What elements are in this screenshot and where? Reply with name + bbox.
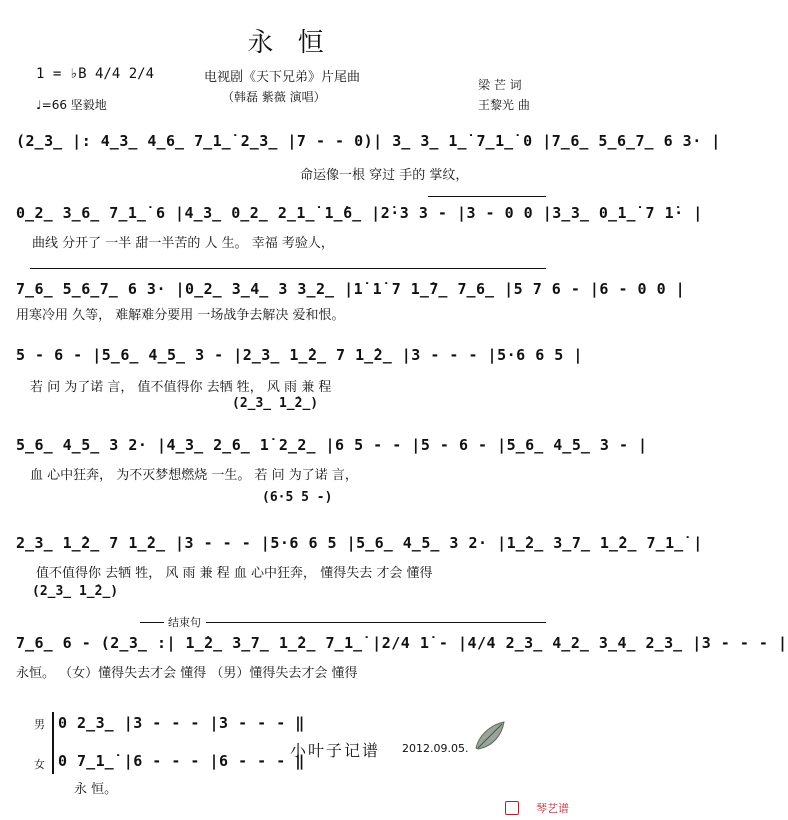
lyrics-line-8: 永 恒。 xyxy=(74,782,118,797)
notation-line-5: 5̲6̲ 4̲5̲ 3 2· |4̲3̲ 2̲6̲ 1̇ 2̲2̲ |6 5 - - |5 - 6 - |5̲6̲ 4̲5̲ 3 - | xyxy=(16,436,648,454)
notation-line-1: (2̲3̲ |: 4̲3̲ 4̲6̲ 7̲1̲̇ 2̲3̲ |7 - - 0)| 3̲ 3̲ 1̲̇ 7̲1̲̇ 0 |7̲6̲ 5̲6̲7̲ 6 3· | xyxy=(16,132,721,150)
lyrics-line-3: 用寒冷用 久等， 难解难分要用 一场战争去解决 爱和恨。 xyxy=(16,308,345,323)
voice-label-female: 女 xyxy=(34,758,45,771)
system-brace xyxy=(52,712,54,774)
ending-bracket-left xyxy=(140,622,164,623)
brand-watermark[interactable]: 琴艺谱 xyxy=(536,802,569,815)
tempo-marking: ♩=66 坚毅地 xyxy=(36,98,107,112)
volta-bracket xyxy=(428,196,546,197)
transcriber-signature: 小叶子记谱 xyxy=(290,741,381,760)
brand-icon xyxy=(505,801,519,815)
score-title: 永 恒 xyxy=(247,28,332,58)
ending-label: 结束句 xyxy=(168,616,201,629)
lyricist-credit: 梁 芒 词 xyxy=(478,78,522,92)
phrase-bracket xyxy=(30,268,546,269)
lyrics-line-4: 若 问 为了诺 言， 值不值得你 去牺 牲， 风 雨 兼 程 xyxy=(30,380,332,395)
notation-line-3: 7̲6̲ 5̲6̲7̲ 6 3· |0̲2̲ 3̲4̲ 3 3̲2̲ |1̇ 1̇ 7 1̲̇7̲ 7̲6̲ |5 7 6 - |6 - 0 0 | xyxy=(16,280,686,298)
leaf-icon xyxy=(472,718,508,754)
alternate-notation-6: (2̲3̲ 1̲̇2̲) xyxy=(32,584,119,599)
lyrics-line-6: 值不值得你 去牺 牲， 风 雨 兼 程 血 心中狂奔， 懂得失去 才会 懂得 xyxy=(36,566,433,581)
lyrics-line-7: 永恒。 （女）懂得失去才会 懂得 （男）懂得失去才会 懂得 xyxy=(16,666,358,681)
notation-line-4: 5 - 6 - |5̲6̲ 4̲5̲ 3 - |2̲3̲ 1̲̇2̲ 7 1̲̇2̲ |3 - - - |5·6 6 5 | xyxy=(16,346,583,364)
notation-female-voice: 0 7̲1̲̇ |6 - - - |6 - - - ‖ xyxy=(58,752,305,770)
transcription-date: 2012.09.05. xyxy=(402,742,469,755)
subtitle-source: 电视剧《天下兄弟》片尾曲 xyxy=(204,70,361,85)
alternate-notation-5: (6·5 5 -) xyxy=(262,490,333,505)
notation-line-7: 7̲6̲ 6 - (2̲3̲ :| 1̲̇2̲ 3̲7̲ 1̲̇2̲ 7̲1̲̇ |2/4 1̇ - |4/4 2̲3̲ 4̲2̲ 3̲4̲ 2̲3̲ |3 - - - | xyxy=(16,634,788,652)
subtitle-performers: （韩磊 紫薇 演唱） xyxy=(222,90,326,104)
ending-bracket-right xyxy=(206,622,546,623)
key-signature: 1 = ♭B 4/4 2/4 xyxy=(36,66,155,82)
notation-line-6: 2̲3̲ 1̲̇2̲ 7 1̲̇2̲ |3 - - - |5·6 6 5 |5̲6̲ 4̲5̲ 3 2· |1̲̇2̲ 3̲7̲ 1̲̇2̲ 7̲1̲̇ | xyxy=(16,534,703,552)
notation-line-2: 0̲2̲ 3̲6̲ 7̲1̲̇ 6 |4̲3̲ 0̲2̲ 2̲1̲̇ 1̲̇6̲ |2̇·3 3 - |3 - 0 0 |3̲3̲ 0̲1̲̇ 7 1̇· | xyxy=(16,204,703,222)
lyrics-line-5: 血 心中狂奔， 为不灭梦想燃烧 一生。 若 问 为了诺 言， xyxy=(30,468,358,483)
lyrics-line-1: 命运像一根 穿过 手的 掌纹， xyxy=(300,168,469,183)
notation-male-voice: 0 2̲3̲ |3 - - - |3 - - - ‖ xyxy=(58,714,305,732)
composer-credit: 王黎光 曲 xyxy=(478,98,530,112)
lyrics-line-2: 曲线 分开了 一半 甜一半苦的 人 生。 幸福 考验人， xyxy=(32,236,334,251)
alternate-notation-4: (2̲3̲ 1̲̇2̲) xyxy=(232,396,319,411)
voice-label-male: 男 xyxy=(34,718,45,731)
